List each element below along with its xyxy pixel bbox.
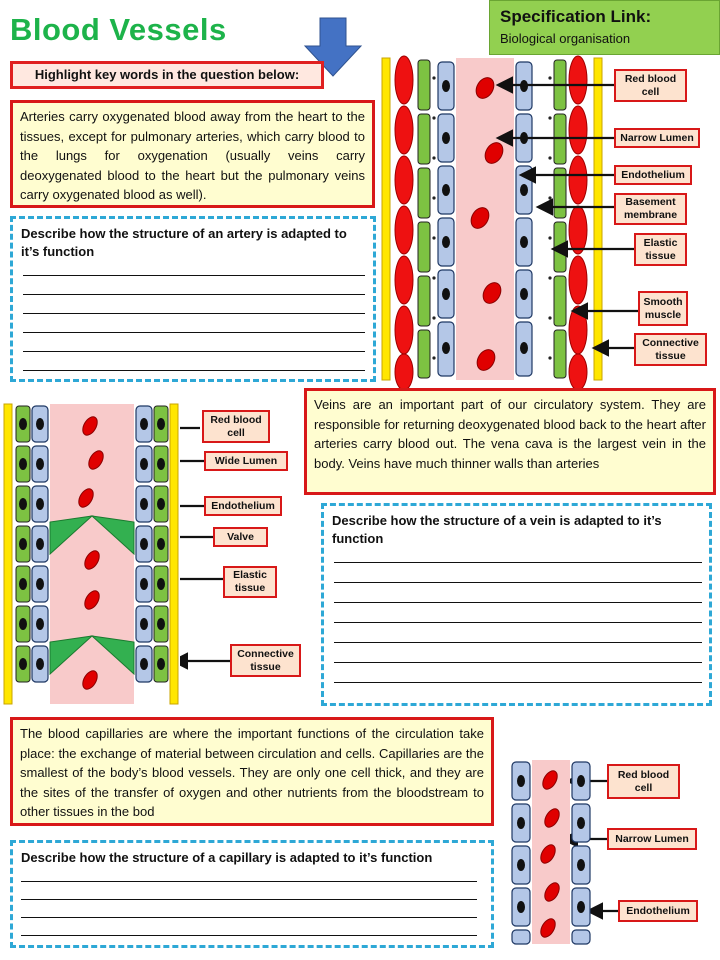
capillary-text-box [10,717,494,826]
capillary-label-endothelium: Endothelium [618,900,698,922]
artery-label-basement-membrane: Basement membrane [614,193,687,225]
answer-line[interactable] [21,935,477,936]
artery-label-narrow-lumen: Narrow Lumen [614,128,700,148]
vein-question-box [321,503,712,706]
capillary-label-narrow-lumen: Narrow Lumen [607,828,697,850]
capillary-question-box [10,840,494,948]
artery-question: Describe how the structure of an artery is adapted to it’s function [21,226,347,259]
answer-line[interactable] [334,622,702,623]
answer-line[interactable] [334,582,702,583]
capillary-text: The blood capillaries are where the important functions of the circulation take place: the exchange of material between circulation and cells. Capillaries are the smallest of the body’s blood vessels. They are only one cell thick, and they are the sites of the transfer of oxygen and other nutrients from the bloodstream to other tissues in the bod [20,726,484,819]
answer-line[interactable] [334,562,702,563]
artery-label-endothelium: Endothelium [614,165,692,185]
answer-line[interactable] [334,662,702,663]
capillary-diagram [510,760,592,944]
spec-subtitle: Biological organisation [500,31,631,46]
artery-label-elastic-tissue: Elastic tissue [634,233,687,266]
artery-text: Arteries carry oxygenated blood away from the heart to the tissues, except for pulmonary arteries, which carry blood to the lungs for oxygenation (usually veins carry deoxygenated blood to the heart but the pulmonary veins carry oxygenated blood as well). [20,109,365,202]
vein-text-box [304,388,716,495]
artery-label-connective-tissue: Connective tissue [634,333,707,366]
answer-line[interactable] [334,642,702,643]
vein-label-connective-tissue: Connective tissue [230,644,301,677]
vein-text: Veins are an important part of our circulatory system. They are responsible for returning deoxygenated blood back to the heart after arteries carry blood out. The vena cava is the largest vein in the body. Veins have much thinner walls than arteries [314,397,706,471]
vein-label-wide-lumen: Wide Lumen [204,451,288,471]
answer-line[interactable] [21,881,477,882]
highlight-instruction: Highlight key words in the question below: [10,61,324,89]
answer-line[interactable] [334,602,702,603]
vein-label-elastic-tissue: Elastic tissue [223,566,277,598]
vein-label-red-blood-cell: Red blood cell [202,410,270,443]
vein-label-endothelium: Endothelium [204,496,282,516]
capillary-question: Describe how the structure of a capillary is adapted to it’s function [21,850,433,865]
answer-line[interactable] [21,899,477,900]
artery-label-smooth-muscle: Smooth muscle [638,291,688,326]
vein-diagram [4,404,180,704]
artery-label-red-blood-cell: Red blood cell [614,69,687,102]
answer-line[interactable] [21,917,477,918]
answer-line[interactable] [334,682,702,683]
vein-question: Describe how the structure of a vein is adapted to it’s function [332,513,662,546]
capillary-label-red-blood-cell: Red blood cell [607,764,680,799]
vein-label-valve: Valve [213,527,268,547]
page-title: Blood Vessels [10,12,227,47]
spec-title: Specification Link: [500,7,652,26]
